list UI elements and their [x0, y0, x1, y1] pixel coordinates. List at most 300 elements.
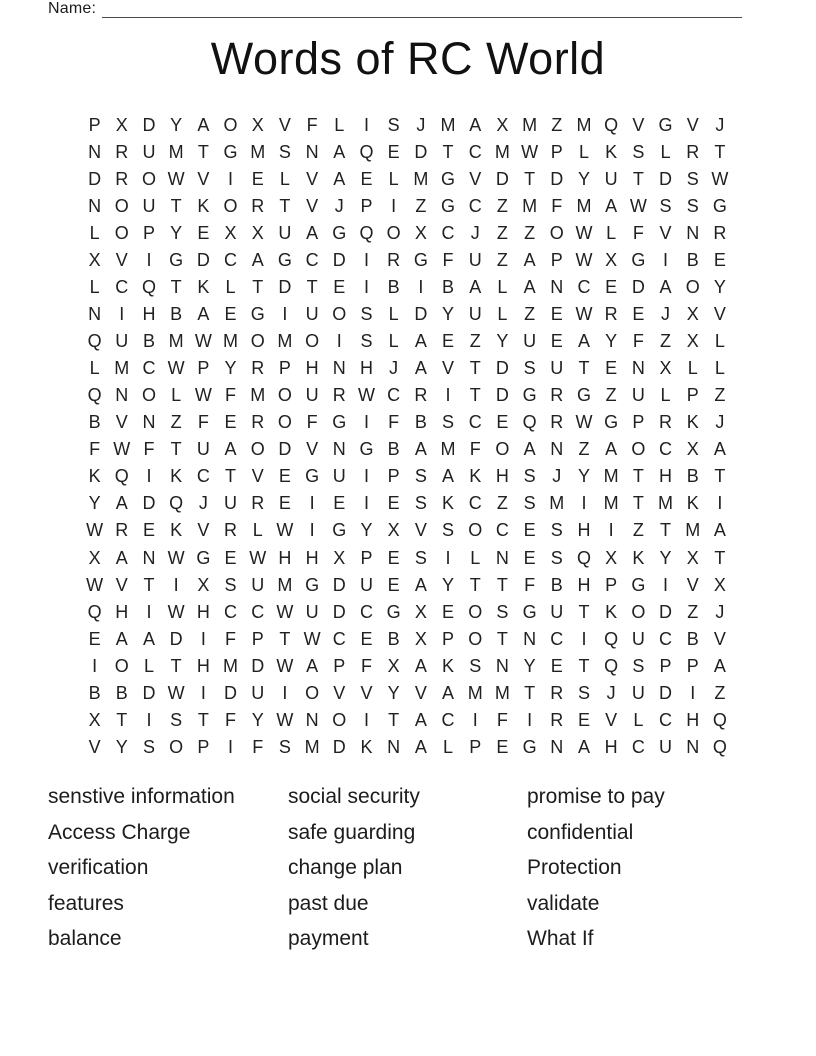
grid-letter: N	[88, 141, 102, 162]
grid-letter: Y	[523, 655, 536, 676]
grid-letter: N	[550, 736, 564, 757]
grid-letter: I	[363, 249, 369, 270]
grid-letter: U	[631, 385, 645, 406]
grid-letter: D	[142, 114, 156, 135]
grid-letter: D	[332, 601, 346, 622]
word-list-item: validate	[527, 891, 600, 915]
grid-letter: B	[142, 331, 155, 352]
grid-letter: C	[468, 195, 482, 216]
grid-letter: S	[414, 547, 427, 568]
grid-letter: F	[360, 655, 372, 676]
grid-letter: X	[387, 655, 400, 676]
grid-letter: F	[306, 412, 318, 433]
grid-letter: O	[141, 385, 156, 406]
grid-letter: Q	[87, 331, 102, 352]
grid-letter: E	[278, 466, 291, 487]
grid-letter: O	[277, 385, 292, 406]
grid-letter: C	[224, 249, 238, 270]
grid-letter: B	[414, 412, 427, 433]
grid-letter: O	[250, 331, 265, 352]
grid-letter: P	[251, 628, 264, 649]
grid-letter: B	[686, 628, 699, 649]
grid-letter: R	[115, 168, 129, 189]
grid-letter: W	[167, 547, 185, 568]
grid-letter: G	[441, 168, 456, 189]
grid-letter: L	[660, 385, 671, 406]
grid-letter: W	[167, 168, 185, 189]
grid-letter: T	[524, 682, 536, 703]
grid-letter: E	[577, 709, 590, 730]
grid-letter: W	[276, 709, 294, 730]
grid-letter: V	[686, 574, 699, 595]
grid-letter: A	[577, 331, 590, 352]
grid-letter: W	[86, 574, 104, 595]
grid-letter: P	[360, 547, 373, 568]
grid-letter: O	[332, 303, 347, 324]
grid-letter: S	[278, 141, 291, 162]
grid-letter: X	[659, 358, 672, 379]
word-list-item: social security	[288, 785, 420, 808]
word-list-item: verification	[48, 856, 149, 880]
grid-letter: N	[332, 439, 346, 460]
grid-letter: G	[631, 249, 646, 270]
grid-letter: M	[168, 141, 184, 162]
name-row	[48, 0, 742, 18]
grid-letter: C	[577, 276, 591, 297]
grid-letter: W	[711, 168, 729, 189]
grid-letter: Q	[87, 601, 102, 622]
grid-letter: U	[550, 358, 564, 379]
grid-letter: W	[575, 303, 593, 324]
grid-letter: K	[469, 466, 482, 487]
grid-letter: L	[89, 276, 100, 297]
grid-letter: L	[334, 114, 345, 135]
grid-letter: X	[713, 574, 726, 595]
grid-letter: O	[631, 439, 646, 460]
grid-letter: J	[715, 412, 725, 433]
grid-letter: D	[278, 439, 292, 460]
grid-letter: G	[359, 439, 374, 460]
grid-letter: D	[142, 682, 156, 703]
grid-letter: N	[686, 736, 700, 757]
grid-letter: S	[414, 466, 427, 487]
grid-letter: X	[387, 520, 400, 541]
grid-letter: G	[604, 412, 619, 433]
grid-letter: L	[714, 331, 725, 352]
grid-letter: Y	[442, 303, 455, 324]
grid-letter: K	[442, 493, 455, 514]
grid-letter: D	[251, 655, 265, 676]
grid-letter: T	[143, 574, 155, 595]
grid-letter: Q	[522, 412, 537, 433]
grid-letter: I	[363, 709, 369, 730]
grid-letter: P	[469, 736, 482, 757]
name-blank-line	[102, 2, 742, 18]
grid-letter: X	[686, 303, 699, 324]
grid-letter: G	[223, 141, 238, 162]
grid-letter: P	[550, 141, 563, 162]
word-search-grid	[81, 111, 735, 761]
grid-letter: D	[332, 736, 346, 757]
grid-letter: A	[414, 331, 427, 352]
grid-letter: I	[472, 709, 478, 730]
grid-letter: A	[523, 439, 536, 460]
grid-letter: E	[224, 303, 237, 324]
grid-letter: X	[605, 547, 618, 568]
grid-letter: S	[686, 168, 699, 189]
grid-letter: T	[578, 655, 590, 676]
grid-letter: J	[389, 358, 399, 379]
grid-letter: R	[251, 493, 265, 514]
grid-letter: M	[603, 466, 619, 487]
grid-letter: Z	[524, 303, 536, 324]
word-list-item: payment	[288, 927, 369, 951]
grid-letter: V	[713, 628, 726, 649]
word-list-item: change plan	[288, 856, 403, 880]
grid-letter: U	[224, 493, 238, 514]
grid-letter: U	[196, 439, 210, 460]
grid-letter: E	[387, 493, 400, 514]
grid-letter: J	[661, 303, 671, 324]
grid-letter: J	[606, 682, 616, 703]
grid-letter: P	[142, 222, 155, 243]
grid-letter: Y	[387, 682, 400, 703]
grid-letter: D	[659, 168, 673, 189]
grid-letter: S	[442, 412, 455, 433]
grid-letter: O	[386, 222, 401, 243]
grid-letter: D	[169, 628, 183, 649]
grid-letter: T	[714, 547, 726, 568]
grid-letter: P	[686, 655, 699, 676]
grid-letter: S	[469, 655, 482, 676]
grid-letter: O	[468, 520, 483, 541]
grid-letter: K	[605, 601, 618, 622]
grid-letter: T	[632, 493, 644, 514]
grid-letter: E	[442, 331, 455, 352]
grid-letter: E	[387, 141, 400, 162]
grid-letter: J	[552, 466, 562, 487]
grid-letter: U	[332, 466, 346, 487]
grid-letter: X	[414, 222, 427, 243]
grid-letter: A	[577, 736, 590, 757]
grid-letter: I	[146, 466, 152, 487]
grid-letter: A	[115, 628, 128, 649]
grid-letter: O	[549, 222, 564, 243]
grid-letter: M	[522, 195, 538, 216]
grid-letter: A	[414, 655, 427, 676]
grid-letter: U	[604, 168, 618, 189]
grid-letter: X	[333, 547, 346, 568]
grid-letter: A	[442, 466, 455, 487]
grid-letter: A	[197, 114, 210, 135]
grid-letter: A	[713, 439, 726, 460]
grid-letter: O	[114, 195, 129, 216]
grid-letter: M	[413, 168, 429, 189]
grid-letter: G	[277, 249, 292, 270]
grid-letter: X	[496, 114, 509, 135]
grid-letter: Q	[359, 222, 374, 243]
grid-letter: X	[88, 709, 101, 730]
grid-letter: M	[440, 114, 456, 135]
grid-letter: L	[633, 709, 644, 730]
grid-letter: L	[388, 331, 399, 352]
grid-letter: J	[470, 222, 480, 243]
grid-letter: Y	[577, 466, 590, 487]
grid-letter: Q	[87, 385, 102, 406]
grid-letter: V	[632, 114, 645, 135]
grid-letter: O	[305, 682, 320, 703]
grid-letter: I	[228, 168, 234, 189]
grid-letter: I	[200, 682, 206, 703]
grid-letter: O	[250, 439, 265, 460]
grid-letter: H	[577, 520, 591, 541]
grid-letter: O	[114, 655, 129, 676]
grid-letter: G	[658, 114, 673, 135]
grid-letter: P	[387, 466, 400, 487]
word-list-column	[288, 779, 527, 957]
grid-letter: T	[170, 439, 182, 460]
grid-letter: U	[142, 141, 156, 162]
grid-letter: T	[279, 195, 291, 216]
grid-letter: L	[89, 222, 100, 243]
grid-letter: F	[632, 222, 644, 243]
grid-letter: N	[550, 276, 564, 297]
grid-letter: U	[142, 195, 156, 216]
grid-letter: E	[442, 601, 455, 622]
grid-letter: V	[197, 168, 210, 189]
grid-letter: C	[659, 439, 673, 460]
grid-letter: T	[660, 520, 672, 541]
grid-letter: A	[306, 655, 319, 676]
grid-letter: D	[414, 303, 428, 324]
grid-letter: I	[363, 114, 369, 135]
grid-letter: W	[86, 520, 104, 541]
grid-letter: E	[360, 628, 373, 649]
grid-letter: I	[391, 195, 397, 216]
grid-letter: T	[442, 141, 454, 162]
grid-letter: T	[306, 276, 318, 297]
grid-letter: I	[581, 493, 587, 514]
grid-letter: S	[360, 303, 373, 324]
grid-letter: M	[658, 493, 674, 514]
grid-letter: Z	[496, 249, 508, 270]
grid-letter: C	[659, 709, 673, 730]
grid-letter: H	[305, 358, 319, 379]
word-list	[48, 779, 768, 957]
grid-letter: N	[550, 439, 564, 460]
grid-letter: S	[278, 736, 291, 757]
grid-letter: L	[171, 385, 182, 406]
grid-letter: J	[416, 114, 426, 135]
grid-letter: W	[249, 547, 267, 568]
grid-letter: Y	[605, 331, 618, 352]
grid-letter: N	[142, 412, 156, 433]
grid-letter: H	[577, 574, 591, 595]
grid-letter: J	[198, 493, 208, 514]
grid-letter: E	[88, 628, 101, 649]
grid-letter: E	[550, 303, 563, 324]
grid-letter: W	[167, 682, 185, 703]
grid-letter: E	[605, 358, 618, 379]
grid-letter: O	[114, 222, 129, 243]
grid-letter: C	[441, 709, 455, 730]
grid-letter: H	[142, 303, 156, 324]
grid-letter: D	[495, 385, 509, 406]
grid-letter: A	[115, 547, 128, 568]
grid-letter: U	[305, 385, 319, 406]
grid-letter: G	[712, 195, 727, 216]
grid-letter: I	[663, 574, 669, 595]
grid-letter: T	[170, 655, 182, 676]
grid-letter: Z	[469, 331, 481, 352]
grid-letter: B	[387, 276, 400, 297]
grid-letter: X	[197, 574, 210, 595]
grid-letter: K	[197, 195, 210, 216]
grid-letter: K	[442, 655, 455, 676]
grid-letter: S	[686, 195, 699, 216]
grid-letter: A	[414, 439, 427, 460]
grid-letter: R	[713, 222, 727, 243]
grid-letter: G	[631, 574, 646, 595]
grid-letter: V	[469, 168, 482, 189]
grid-letter: R	[550, 412, 564, 433]
grid-letter: F	[524, 574, 536, 595]
grid-letter: I	[663, 249, 669, 270]
grid-letter: L	[225, 276, 236, 297]
grid-letter: O	[141, 168, 156, 189]
grid-letter: X	[686, 331, 699, 352]
grid-letter: A	[333, 141, 346, 162]
grid-letter: I	[228, 736, 234, 757]
grid-letter: G	[196, 547, 211, 568]
grid-letter: T	[714, 466, 726, 487]
grid-letter: U	[305, 601, 319, 622]
grid-letter: Q	[712, 736, 727, 757]
grid-letter: L	[143, 655, 154, 676]
grid-letter: X	[686, 439, 699, 460]
grid-letter: P	[605, 574, 618, 595]
grid-letter: Y	[224, 358, 237, 379]
grid-letter: C	[468, 141, 482, 162]
grid-letter: N	[631, 358, 645, 379]
grid-letter: M	[304, 736, 320, 757]
grid-letter: R	[224, 520, 238, 541]
grid-letter: E	[387, 547, 400, 568]
grid-letter: M	[549, 493, 565, 514]
grid-letter: H	[659, 466, 673, 487]
grid-letter: I	[92, 655, 98, 676]
grid-letter: O	[495, 439, 510, 460]
grid-letter: B	[550, 574, 563, 595]
grid-letter: C	[332, 628, 346, 649]
grid-letter: C	[251, 601, 265, 622]
grid-letter: E	[387, 574, 400, 595]
grid-letter: Z	[496, 195, 508, 216]
grid-letter: C	[468, 412, 482, 433]
grid-letter: F	[225, 628, 237, 649]
grid-letter: Z	[605, 385, 617, 406]
grid-letter: G	[332, 412, 347, 433]
grid-letter: B	[88, 412, 101, 433]
grid-letter: W	[167, 601, 185, 622]
grid-letter: C	[305, 249, 319, 270]
grid-letter: S	[414, 493, 427, 514]
grid-letter: W	[113, 439, 131, 460]
grid-letter: E	[224, 547, 237, 568]
grid-letter: S	[170, 709, 183, 730]
grid-letter: S	[142, 736, 155, 757]
grid-letter: F	[469, 439, 481, 460]
word-list-item: safe guarding	[288, 820, 416, 844]
grid-letter: L	[388, 168, 399, 189]
grid-letter: P	[360, 195, 373, 216]
grid-letter: C	[359, 601, 373, 622]
grid-letter: G	[332, 520, 347, 541]
grid-letter: W	[575, 222, 593, 243]
puzzle-title: Words of RC World	[210, 33, 606, 84]
grid-letter: N	[142, 547, 156, 568]
grid-letter: I	[146, 249, 152, 270]
grid-letter: W	[276, 655, 294, 676]
grid-letter: V	[115, 574, 128, 595]
grid-letter: O	[223, 114, 238, 135]
grid-letter: Z	[415, 195, 427, 216]
grid-letter: V	[88, 736, 101, 757]
grid-letter: A	[224, 439, 237, 460]
word-list-item: Access Charge	[48, 820, 191, 844]
grid-letter: G	[386, 601, 401, 622]
grid-letter: T	[170, 276, 182, 297]
grid-letter: Z	[660, 331, 672, 352]
grid-letter: Z	[714, 682, 726, 703]
grid-letter: E	[550, 331, 563, 352]
grid-letter: T	[496, 574, 508, 595]
grid-letter: H	[495, 466, 509, 487]
grid-letter: E	[523, 547, 536, 568]
grid-letter: G	[522, 736, 537, 757]
grid-letter: Y	[442, 574, 455, 595]
grid-letter: I	[445, 547, 451, 568]
grid-letter: Q	[359, 141, 374, 162]
grid-letter: D	[659, 682, 673, 703]
grid-letter: R	[387, 249, 401, 270]
grid-letter: F	[632, 331, 644, 352]
grid-letter: V	[360, 682, 373, 703]
grid-letter: Q	[604, 114, 619, 135]
grid-letter: I	[309, 493, 315, 514]
grid-letter: K	[360, 736, 373, 757]
grid-letter: D	[414, 141, 428, 162]
grid-letter: I	[282, 303, 288, 324]
grid-letter: Q	[114, 466, 129, 487]
grid-letter: L	[497, 303, 508, 324]
grid-letter: I	[336, 331, 342, 352]
grid-letter: T	[578, 358, 590, 379]
grid-letter: O	[468, 628, 483, 649]
grid-letter: B	[387, 439, 400, 460]
grid-letter: J	[334, 195, 344, 216]
grid-letter: L	[89, 358, 100, 379]
grid-letter: I	[418, 276, 424, 297]
grid-letter: A	[469, 276, 482, 297]
grid-letter: U	[468, 303, 482, 324]
grid-letter: M	[114, 358, 130, 379]
grid-letter: P	[333, 655, 346, 676]
grid-letter: D	[659, 601, 673, 622]
grid-letter: F	[143, 439, 155, 460]
grid-letter: E	[496, 412, 509, 433]
grid-letter: R	[332, 385, 346, 406]
